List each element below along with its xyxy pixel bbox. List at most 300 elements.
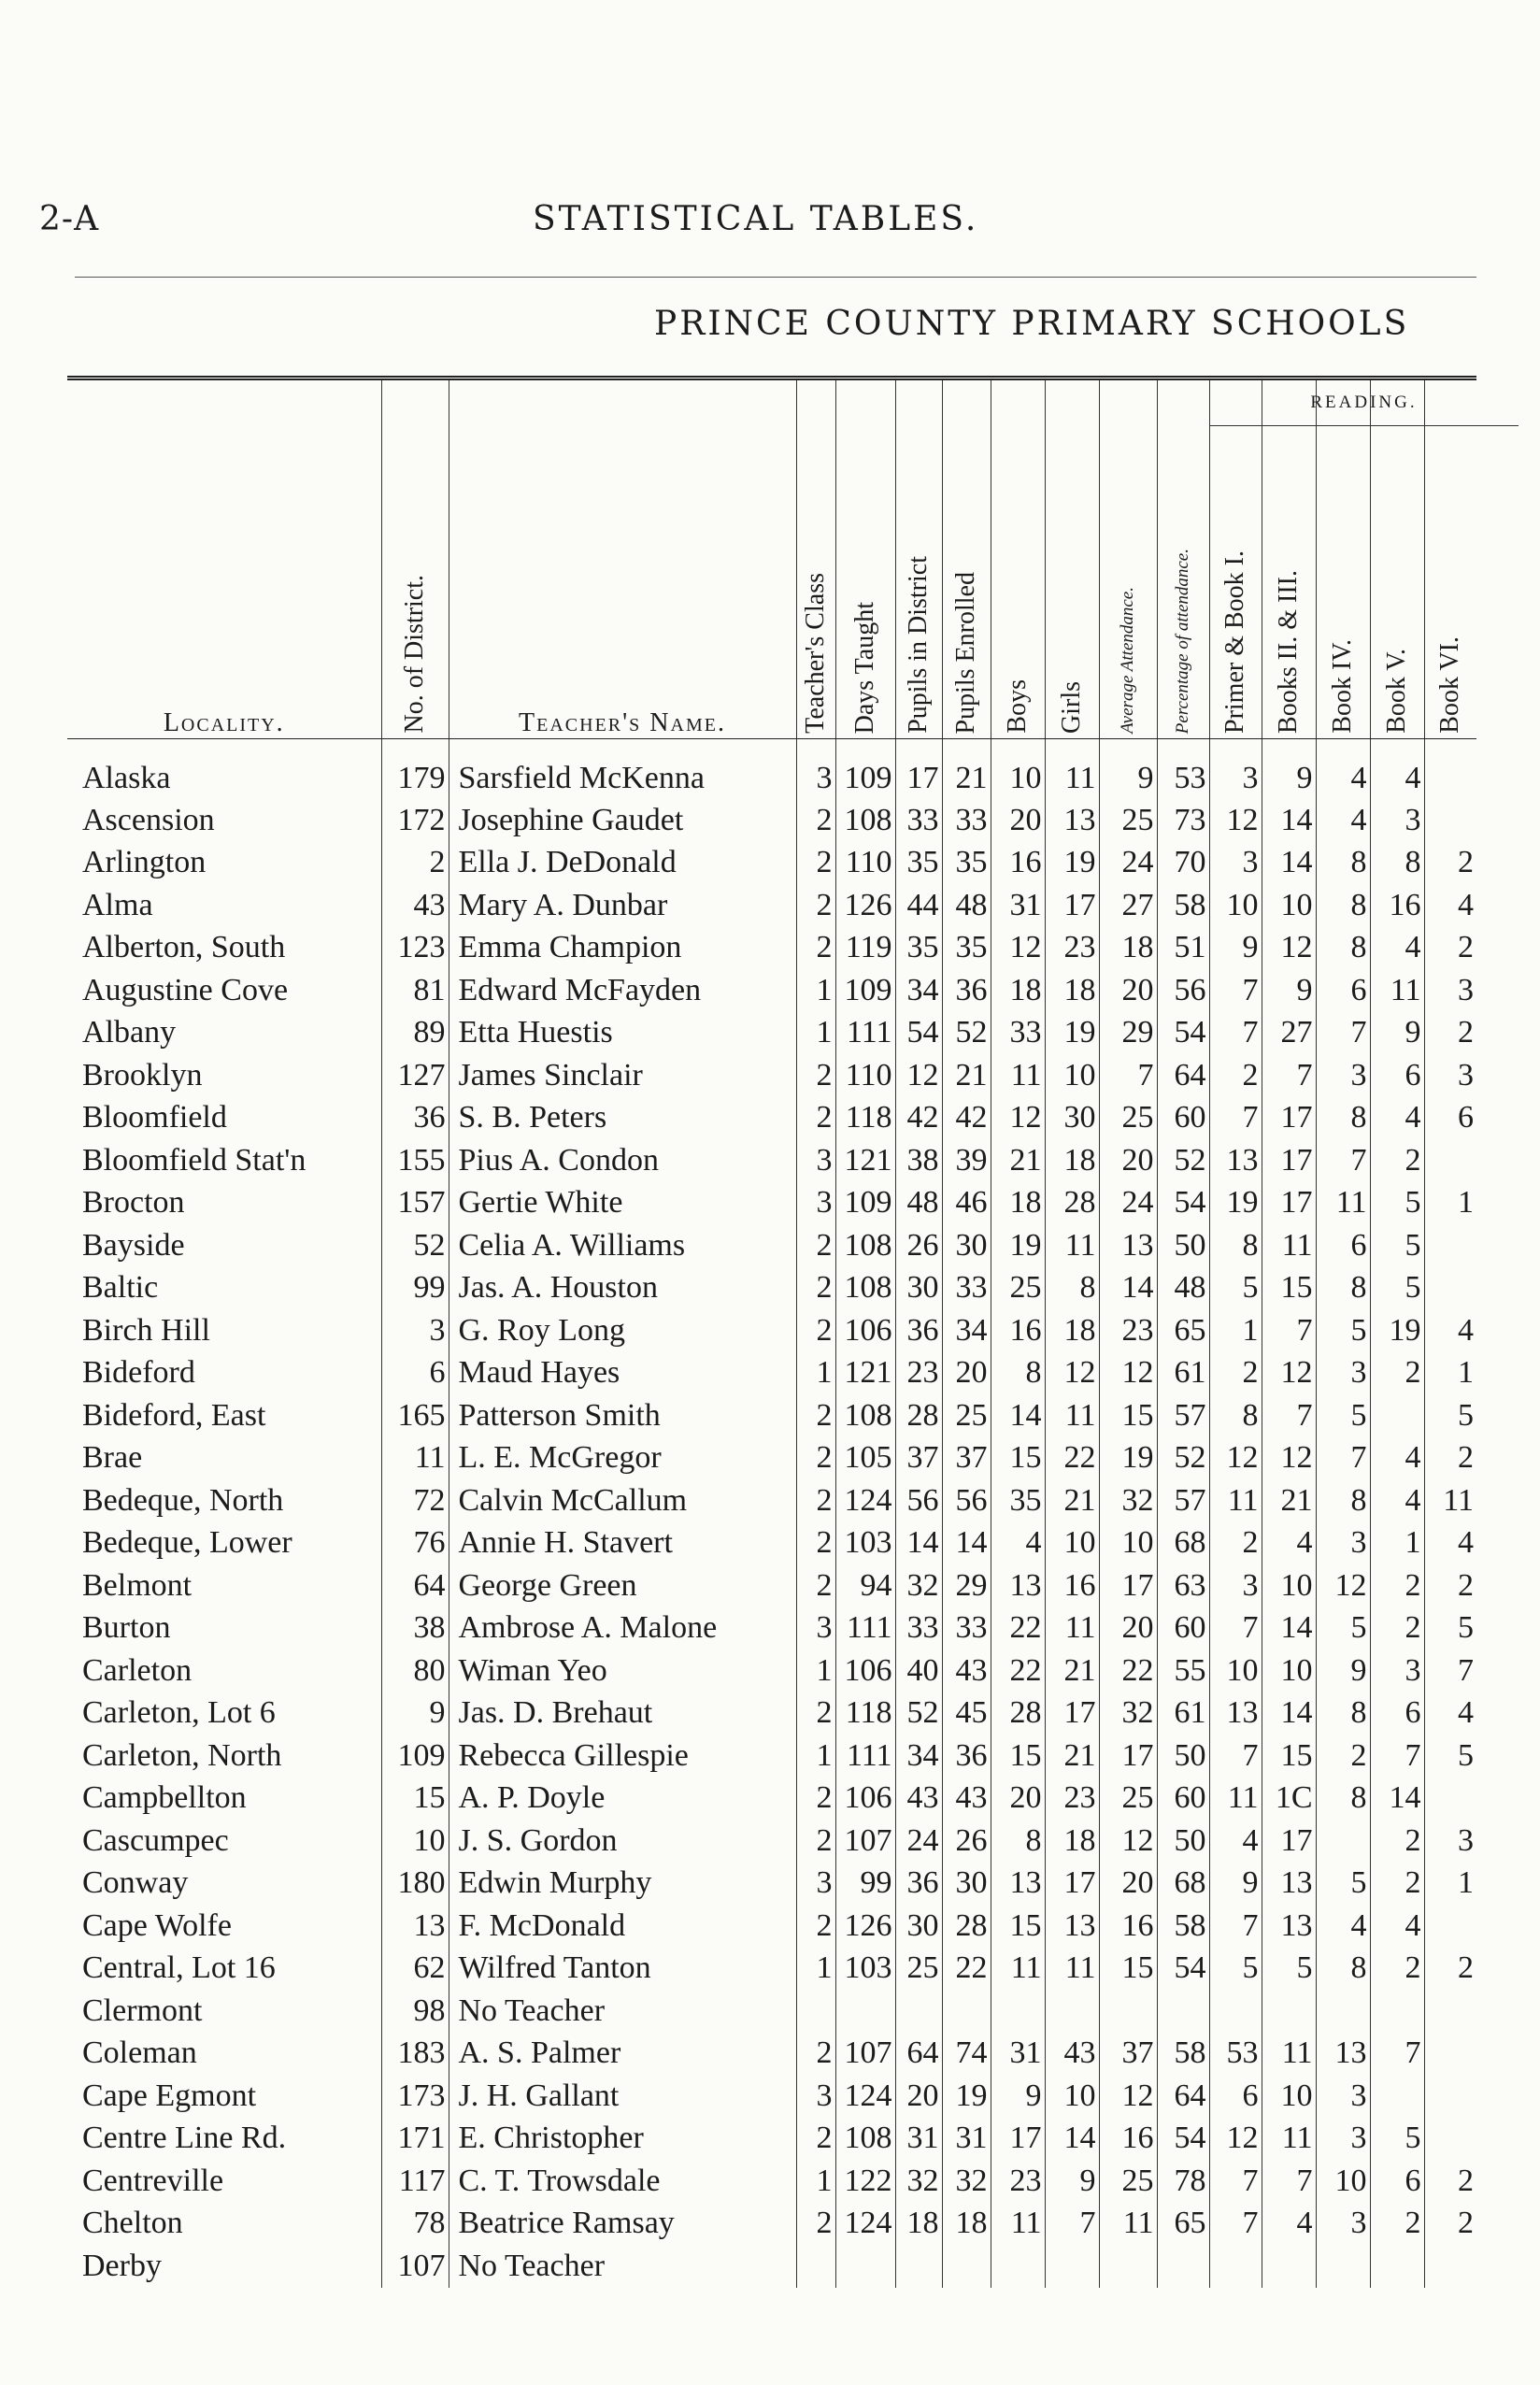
cell-book5: 3: [1370, 799, 1424, 842]
cell-pct-attendance: [1157, 1990, 1209, 2033]
cell-boys: 15: [991, 1905, 1045, 1948]
cell-book5: 2: [1370, 1948, 1424, 1991]
cell-books23: 14: [1262, 1607, 1316, 1650]
cell-pupils-enrolled: 14: [942, 1522, 991, 1565]
cell-days: 108: [835, 1394, 895, 1437]
cell-avg-attendance: 15: [1099, 1948, 1157, 1991]
cell-days: 111: [835, 1012, 895, 1055]
cell-pupils-enrolled: 30: [942, 1224, 991, 1267]
cell-district: 52: [381, 1224, 449, 1267]
cell-books23: 15: [1262, 1267, 1316, 1310]
cell-class: 3: [796, 1139, 835, 1182]
cell-book6: [1424, 1267, 1476, 1310]
cell-district: 173: [381, 2075, 449, 2118]
cell-locality: Bedeque, Lower: [82, 1525, 292, 1561]
cell-pupils-enrolled: 31: [942, 2118, 991, 2161]
cell-book6: 5: [1424, 1735, 1476, 1778]
cell-avg-attendance: 15: [1099, 1394, 1157, 1437]
cell-pupils-district: 26: [895, 1224, 942, 1267]
cell-avg-attendance: 20: [1099, 969, 1157, 1012]
cell-avg-attendance: 20: [1099, 1607, 1157, 1650]
col-header-avg-attendance: Average Attendance.: [1099, 378, 1157, 739]
cell-book5: 4: [1370, 1437, 1424, 1480]
cell-pupils-enrolled: 32: [942, 2160, 991, 2203]
cell-locality: Belmont: [82, 1567, 192, 1603]
cell-boys: 31: [991, 884, 1045, 927]
cell-books23: 10: [1262, 2075, 1316, 2118]
cell-days: 94: [835, 1564, 895, 1607]
cell-books23: 17: [1262, 1820, 1316, 1863]
cell-pupils-enrolled: 21: [942, 1054, 991, 1097]
cell-book4: 8: [1316, 1948, 1370, 1991]
cell-pupils-district: 34: [895, 1735, 942, 1778]
cell-boys: [991, 1990, 1045, 2033]
table-row: [67, 1564, 1476, 1607]
cell-book6: 2: [1424, 1948, 1476, 1991]
cell-teacher: Pius A. Condon: [449, 1139, 796, 1182]
cell-book6: 5: [1424, 1394, 1476, 1437]
cell-book5: [1370, 2245, 1424, 2288]
table-row: [67, 927, 1476, 970]
cell-boys: 8: [991, 1820, 1045, 1863]
cell-primer: [1209, 1990, 1262, 2033]
cell-book5: 5: [1370, 1267, 1424, 1310]
cell-girls: 12: [1045, 1352, 1099, 1395]
cell-pupils-district: 30: [895, 1267, 942, 1310]
cell-pupils-district: 36: [895, 1309, 942, 1352]
cell-pct-attendance: 54: [1157, 1182, 1209, 1225]
cell-pupils-district: 17: [895, 739, 942, 800]
cell-book5: 5: [1370, 2118, 1424, 2161]
cell-days: 108: [835, 1267, 895, 1310]
cell-teacher: James Sinclair: [449, 1054, 796, 1097]
cell-pct-attendance: 54: [1157, 2118, 1209, 2161]
cell-book5: 16: [1370, 884, 1424, 927]
cell-boys: 11: [991, 1054, 1045, 1097]
cell-book6: 3: [1424, 969, 1476, 1012]
table-row: [67, 842, 1476, 885]
cell-books23: 9: [1262, 739, 1316, 800]
table-row: [67, 1735, 1476, 1778]
cell-girls: 19: [1045, 842, 1099, 885]
cell-district: 38: [381, 1607, 449, 1650]
cell-avg-attendance: 17: [1099, 1564, 1157, 1607]
cell-teacher: Edwin Murphy: [449, 1863, 796, 1906]
cell-book6: 4: [1424, 1309, 1476, 1352]
cell-district: 81: [381, 969, 449, 1012]
cell-boys: 21: [991, 1139, 1045, 1182]
cell-teacher: No Teacher: [449, 1990, 796, 2033]
cell-pct-attendance: 58: [1157, 884, 1209, 927]
cell-pupils-enrolled: 45: [942, 1692, 991, 1735]
cell-class: 2: [796, 927, 835, 970]
cell-books23: 1C: [1262, 1778, 1316, 1821]
cell-pct-attendance: 58: [1157, 1905, 1209, 1948]
table-row: [67, 1352, 1476, 1395]
cell-avg-attendance: 23: [1099, 1309, 1157, 1352]
cell-boys: 18: [991, 969, 1045, 1012]
cell-days: 107: [835, 2033, 895, 2076]
cell-avg-attendance: 22: [1099, 1650, 1157, 1692]
table-row: [67, 2118, 1476, 2161]
cell-days: 106: [835, 1650, 895, 1692]
cell-pupils-enrolled: 42: [942, 1097, 991, 1140]
cell-pupils-enrolled: 43: [942, 1778, 991, 1821]
cell-class: 1: [796, 1012, 835, 1055]
cell-teacher: Ella J. DeDonald: [449, 842, 796, 885]
table-row: [67, 1607, 1476, 1650]
cell-primer: 7: [1209, 2160, 1262, 2203]
cell-pct-attendance: 52: [1157, 1437, 1209, 1480]
cell-pct-attendance: 48: [1157, 1267, 1209, 1310]
cell-girls: 23: [1045, 927, 1099, 970]
col-header-book4: Book IV.: [1316, 378, 1370, 739]
cell-class: [796, 2245, 835, 2288]
cell-pct-attendance: [1157, 2245, 1209, 2288]
cell-book5: [1370, 1394, 1424, 1437]
cell-primer: [1209, 2245, 1262, 2288]
cell-days: 118: [835, 1097, 895, 1140]
cell-pupils-district: 43: [895, 1778, 942, 1821]
cell-boys: 33: [991, 1012, 1045, 1055]
cell-boys: 4: [991, 1522, 1045, 1565]
cell-days: 126: [835, 1905, 895, 1948]
table-row: [67, 2033, 1476, 2076]
cell-book4: 5: [1316, 1863, 1370, 1906]
cell-book5: 8: [1370, 842, 1424, 885]
cell-days: 99: [835, 1863, 895, 1906]
cell-books23: 15: [1262, 1735, 1316, 1778]
cell-pupils-district: 35: [895, 927, 942, 970]
cell-class: 2: [796, 1820, 835, 1863]
cell-district: 127: [381, 1054, 449, 1097]
cell-class: 1: [796, 2160, 835, 2203]
cell-book4: 4: [1316, 739, 1370, 800]
cell-boys: 28: [991, 1692, 1045, 1735]
cell-locality: Clermont: [82, 1992, 203, 2028]
header-rule: [75, 277, 1476, 278]
cell-avg-attendance: 14: [1099, 1267, 1157, 1310]
cell-pct-attendance: 57: [1157, 1479, 1209, 1522]
cell-book6: [1424, 2245, 1476, 2288]
cell-pupils-enrolled: 35: [942, 927, 991, 970]
reading-group-header: READING.: [1210, 380, 1519, 426]
cell-books23: 10: [1262, 884, 1316, 927]
cell-days: [835, 1990, 895, 2033]
cell-pupils-enrolled: 33: [942, 1267, 991, 1310]
cell-books23: 10: [1262, 1650, 1316, 1692]
cell-locality: Carleton, Lot 6: [82, 1695, 276, 1731]
cell-days: 121: [835, 1139, 895, 1182]
table-row: [67, 1267, 1476, 1310]
table-row: [67, 1905, 1476, 1948]
cell-district: 109: [381, 1735, 449, 1778]
cell-district: 99: [381, 1267, 449, 1310]
cell-class: 3: [796, 1863, 835, 1906]
cell-boys: 22: [991, 1650, 1045, 1692]
cell-locality: Arlington: [82, 845, 207, 880]
cell-pupils-enrolled: [942, 2245, 991, 2288]
cell-boys: 19: [991, 1224, 1045, 1267]
cell-days: 108: [835, 2118, 895, 2161]
cell-pupils-district: 28: [895, 1394, 942, 1437]
cell-pupils-district: 12: [895, 1054, 942, 1097]
cell-pupils-district: 20: [895, 2075, 942, 2118]
cell-locality: Bayside: [82, 1227, 185, 1263]
cell-girls: 9: [1045, 2160, 1099, 2203]
table-body: [67, 739, 1476, 2288]
cell-avg-attendance: 12: [1099, 1352, 1157, 1395]
cell-days: 107: [835, 1820, 895, 1863]
cell-boys: 12: [991, 1097, 1045, 1140]
cell-district: 13: [381, 1905, 449, 1948]
cell-days: 105: [835, 1437, 895, 1480]
cell-class: 2: [796, 1522, 835, 1565]
cell-girls: 17: [1045, 1863, 1099, 1906]
cell-avg-attendance: 25: [1099, 1778, 1157, 1821]
cell-pupils-enrolled: 36: [942, 1735, 991, 1778]
cell-locality: Birch Hill: [82, 1312, 210, 1348]
cell-book5: 7: [1370, 2033, 1424, 2076]
cell-pupils-district: 32: [895, 2160, 942, 2203]
cell-district: 157: [381, 1182, 449, 1225]
cell-book6: 2: [1424, 1564, 1476, 1607]
cell-primer: 7: [1209, 1012, 1262, 1055]
table-row: [67, 1692, 1476, 1735]
cell-book4: 3: [1316, 1352, 1370, 1395]
cell-boys: 15: [991, 1437, 1045, 1480]
cell-book4: 8: [1316, 842, 1370, 885]
cell-days: 109: [835, 739, 895, 800]
cell-class: 1: [796, 1352, 835, 1395]
cell-boys: 31: [991, 2033, 1045, 2076]
cell-teacher: Gertie White: [449, 1182, 796, 1225]
cell-class: 2: [796, 1778, 835, 1821]
cell-girls: 11: [1045, 1394, 1099, 1437]
table-row: [67, 1479, 1476, 1522]
cell-boys: 35: [991, 1479, 1045, 1522]
cell-pupils-enrolled: 56: [942, 1479, 991, 1522]
cell-girls: 18: [1045, 1820, 1099, 1863]
cell-books23: 13: [1262, 1863, 1316, 1906]
cell-locality: Baltic: [82, 1270, 159, 1306]
cell-books23: 17: [1262, 1139, 1316, 1182]
cell-teacher: Jas. D. Brehaut: [449, 1692, 796, 1735]
cell-pupils-enrolled: 18: [942, 2203, 991, 2246]
cell-avg-attendance: 16: [1099, 1905, 1157, 1948]
cell-avg-attendance: 18: [1099, 927, 1157, 970]
cell-teacher: C. T. Trowsdale: [449, 2160, 796, 2203]
cell-days: 110: [835, 842, 895, 885]
cell-book4: 3: [1316, 1522, 1370, 1565]
cell-pct-attendance: 65: [1157, 2203, 1209, 2246]
cell-primer: 11: [1209, 1479, 1262, 1522]
cell-book5: [1370, 1990, 1424, 2033]
cell-pct-attendance: 65: [1157, 1309, 1209, 1352]
cell-girls: 21: [1045, 1479, 1099, 1522]
cell-primer: 7: [1209, 1905, 1262, 1948]
cell-locality: Centre Line Rd.: [82, 2121, 287, 2156]
cell-book6: [1424, 1905, 1476, 1948]
cell-book4: 7: [1316, 1437, 1370, 1480]
cell-locality: Chelton: [82, 2206, 183, 2241]
cell-primer: 11: [1209, 1778, 1262, 1821]
cell-primer: 12: [1209, 1437, 1262, 1480]
cell-days: 106: [835, 1309, 895, 1352]
cell-pupils-enrolled: 28: [942, 1905, 991, 1948]
cell-pct-attendance: 55: [1157, 1650, 1209, 1692]
cell-girls: 8: [1045, 1267, 1099, 1310]
cell-avg-attendance: 25: [1099, 799, 1157, 842]
cell-book5: 6: [1370, 1692, 1424, 1735]
cell-book4: 8: [1316, 1097, 1370, 1140]
cell-books23: 11: [1262, 2118, 1316, 2161]
cell-district: 10: [381, 1820, 449, 1863]
cell-days: 111: [835, 1735, 895, 1778]
col-header-pct-attendance: Percentage of attendance.: [1157, 378, 1209, 739]
cell-book4: 13: [1316, 2033, 1370, 2076]
cell-locality: Coleman: [82, 2035, 197, 2071]
cell-pupils-district: 40: [895, 1650, 942, 1692]
cell-book5: 4: [1370, 927, 1424, 970]
table-row: [67, 1139, 1476, 1182]
cell-pupils-enrolled: 52: [942, 1012, 991, 1055]
cell-book5: 4: [1370, 1905, 1424, 1948]
cell-class: 2: [796, 799, 835, 842]
cell-days: 108: [835, 799, 895, 842]
table-row: [67, 1309, 1476, 1352]
col-header-primer: READING. Primer & Book I.: [1209, 378, 1262, 739]
cell-days: 110: [835, 1054, 895, 1097]
cell-boys: 13: [991, 1564, 1045, 1607]
cell-book4: 8: [1316, 927, 1370, 970]
cell-book5: 4: [1370, 739, 1424, 800]
col-header-books23: Books II. & III.: [1262, 378, 1316, 739]
cell-pupils-district: 32: [895, 1564, 942, 1607]
cell-district: 36: [381, 1097, 449, 1140]
cell-book4: 5: [1316, 1607, 1370, 1650]
cell-district: 107: [381, 2245, 449, 2288]
cell-boys: 23: [991, 2160, 1045, 2203]
cell-book5: 2: [1370, 1352, 1424, 1395]
cell-days: 126: [835, 884, 895, 927]
cell-pupils-district: 33: [895, 799, 942, 842]
cell-teacher: L. E. McGregor: [449, 1437, 796, 1480]
cell-girls: 28: [1045, 1182, 1099, 1225]
cell-pupils-district: [895, 2245, 942, 2288]
cell-primer: 7: [1209, 1735, 1262, 1778]
cell-pct-attendance: 53: [1157, 739, 1209, 800]
cell-book6: 1: [1424, 1863, 1476, 1906]
table-row: [67, 1990, 1476, 2033]
cell-boys: 25: [991, 1267, 1045, 1310]
cell-days: 103: [835, 1948, 895, 1991]
running-head: STATISTICAL TABLES.: [533, 200, 979, 238]
cell-days: [835, 2245, 895, 2288]
cell-boys: 10: [991, 739, 1045, 800]
cell-pct-attendance: 57: [1157, 1394, 1209, 1437]
cell-district: 80: [381, 1650, 449, 1692]
cell-boys: 16: [991, 1309, 1045, 1352]
col-header-district: No. of District.: [381, 378, 449, 739]
cell-pupils-enrolled: 25: [942, 1394, 991, 1437]
cell-avg-attendance: 32: [1099, 1692, 1157, 1735]
cell-avg-attendance: 13: [1099, 1224, 1157, 1267]
cell-primer: 3: [1209, 842, 1262, 885]
cell-class: 3: [796, 1607, 835, 1650]
cell-book4: 5: [1316, 1309, 1370, 1352]
cell-books23: 7: [1262, 2160, 1316, 2203]
cell-avg-attendance: 7: [1099, 1054, 1157, 1097]
cell-book5: 2: [1370, 1564, 1424, 1607]
cell-girls: 11: [1045, 1224, 1099, 1267]
cell-book5: 6: [1370, 1054, 1424, 1097]
cell-pupils-enrolled: 34: [942, 1309, 991, 1352]
cell-boys: 12: [991, 927, 1045, 970]
cell-book4: 8: [1316, 1692, 1370, 1735]
table-row: [67, 1012, 1476, 1055]
cell-book6: 1: [1424, 1352, 1476, 1395]
cell-primer: 53: [1209, 2033, 1262, 2076]
cell-pupils-district: 34: [895, 969, 942, 1012]
cell-books23: 21: [1262, 1479, 1316, 1522]
cell-book4: 5: [1316, 1394, 1370, 1437]
cell-district: 9: [381, 1692, 449, 1735]
cell-book6: 2: [1424, 927, 1476, 970]
cell-locality: Bedeque, North: [82, 1482, 284, 1518]
cell-teacher: A. P. Doyle: [449, 1778, 796, 1821]
cell-class: 1: [796, 1948, 835, 1991]
cell-teacher: Wiman Yeo: [449, 1650, 796, 1692]
cell-pct-attendance: 61: [1157, 1352, 1209, 1395]
cell-days: 124: [835, 2203, 895, 2246]
cell-locality: Carleton, North: [82, 1737, 282, 1773]
cell-pupils-enrolled: 39: [942, 1139, 991, 1182]
cell-girls: 21: [1045, 1735, 1099, 1778]
col-header-boys: Boys: [991, 378, 1045, 739]
cell-boys: 20: [991, 799, 1045, 842]
cell-book4: 8: [1316, 884, 1370, 927]
cell-primer: 5: [1209, 1267, 1262, 1310]
cell-books23: [1262, 1990, 1316, 2033]
cell-pupils-enrolled: 36: [942, 969, 991, 1012]
cell-book4: 12: [1316, 1564, 1370, 1607]
cell-teacher: F. McDonald: [449, 1905, 796, 1948]
col-header-pupils-enrolled: Pupils Enrolled: [942, 378, 991, 739]
cell-pct-attendance: 60: [1157, 1607, 1209, 1650]
cell-pupils-enrolled: 48: [942, 884, 991, 927]
cell-locality: Alaska: [82, 761, 171, 795]
cell-book4: 2: [1316, 1735, 1370, 1778]
cell-pupils-district: 14: [895, 1522, 942, 1565]
section-title: PRINCE COUNTY PRIMARY SCHOOLS: [654, 305, 1410, 343]
cell-book5: 5: [1370, 1224, 1424, 1267]
cell-pct-attendance: 50: [1157, 1820, 1209, 1863]
cell-book4: 3: [1316, 1054, 1370, 1097]
table-row: [67, 739, 1476, 800]
cell-teacher: Calvin McCallum: [449, 1479, 796, 1522]
cell-book5: 9: [1370, 1012, 1424, 1055]
cell-pupils-district: 30: [895, 1905, 942, 1948]
cell-district: 172: [381, 799, 449, 842]
cell-primer: 5: [1209, 1948, 1262, 1991]
cell-locality: Ascension: [82, 802, 215, 837]
cell-district: 180: [381, 1863, 449, 1906]
cell-girls: 10: [1045, 1522, 1099, 1565]
cell-days: 109: [835, 969, 895, 1012]
cell-book5: 2: [1370, 1607, 1424, 1650]
cell-primer: 4: [1209, 1820, 1262, 1863]
